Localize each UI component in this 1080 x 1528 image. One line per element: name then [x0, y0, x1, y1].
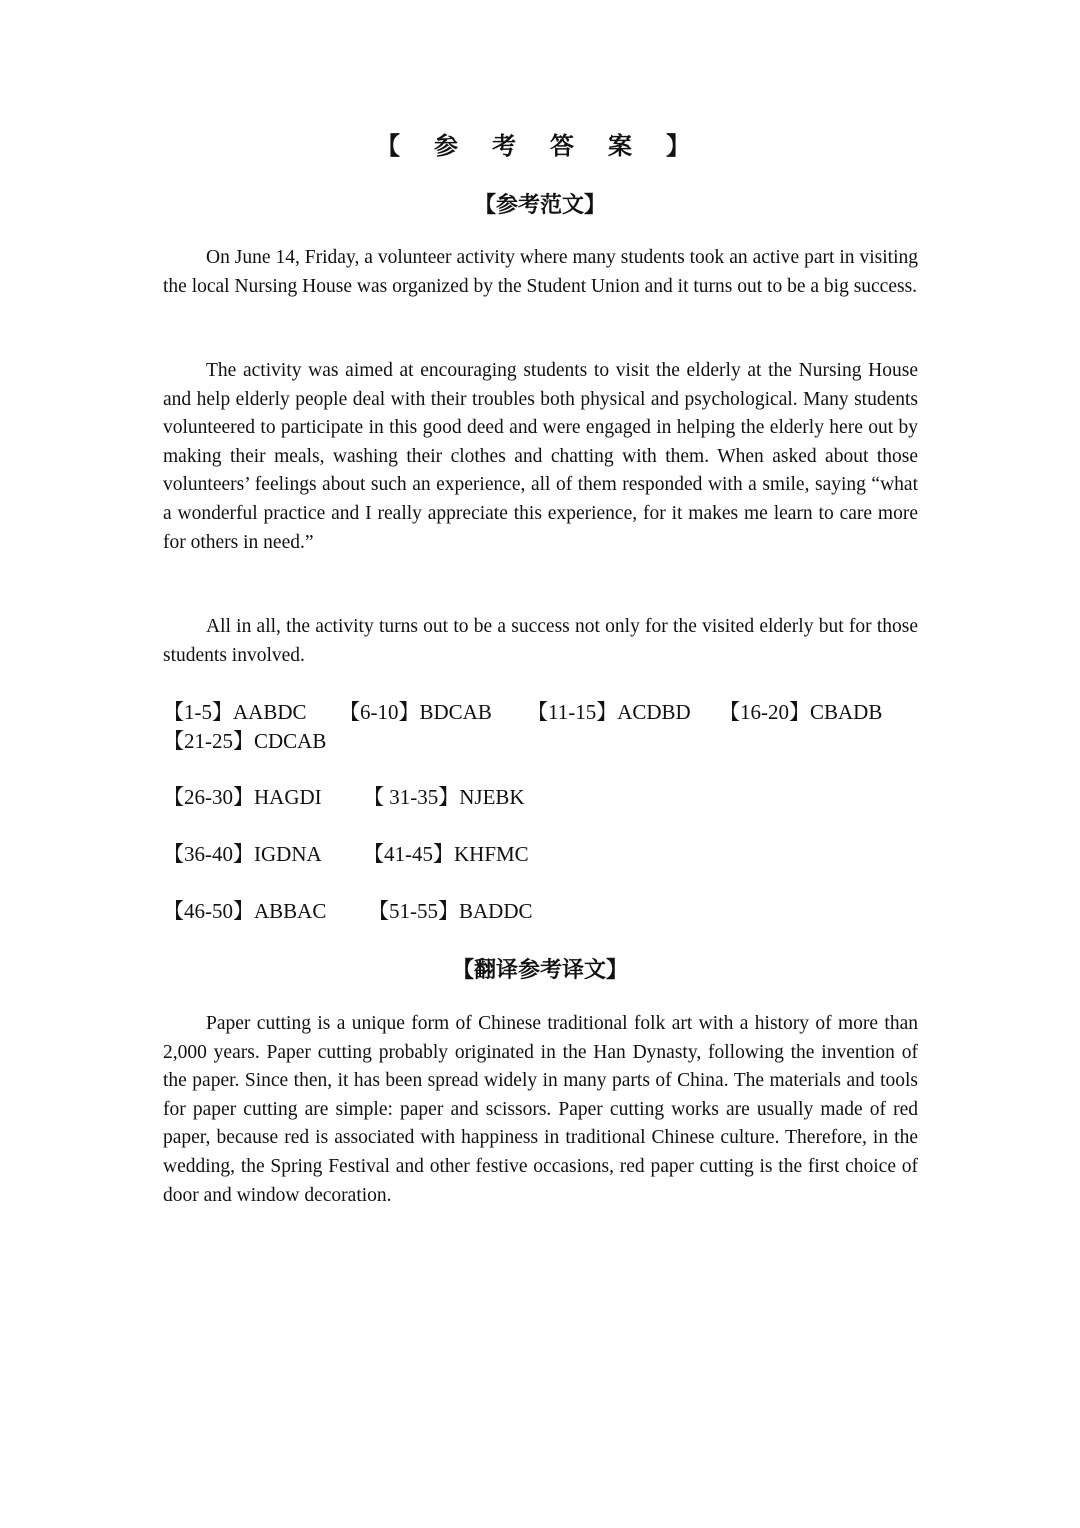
- answer-group: 【1-5】AABDC: [163, 700, 307, 724]
- page-title: 【 参 考 答 案 】: [376, 134, 704, 160]
- answer-group: 【6-10】BDCAB: [339, 700, 492, 724]
- answer-group: 【46-50】ABBAC: [163, 899, 327, 923]
- answer-group: 【11-15】ACDBD: [527, 700, 691, 724]
- translation-paragraph: Paper cutting is a unique form of Chinese traditional folk art with a history of more than 2,000 years. Paper cutting probably originated in the Han Dynasty, following the invention of the paper. Since then, it has been spread widely in many parts of China. The materials and tools for paper cutting are simple: paper and scissors. Paper cutting works are usually made of red paper, because red is associated with happiness in traditional Chinese culture. Therefore, in the wedding, the Spring Festival and other festive occasions, red paper cutting is the first choice of door and window decoration.: [163, 1013, 918, 1206]
- essay-heading: 【参考范文】: [473, 192, 606, 217]
- translation-heading: 【翻译参考译文】: [451, 957, 628, 982]
- essay-paragraph-1: On June 14, Friday, a volunteer activity where many students took an active part in visiting the local Nursing House was organized by the Student Union and it turns out to be a big success.: [163, 247, 918, 297]
- answer-group: 【36-40】IGDNA: [163, 842, 322, 866]
- essay-paragraph-3: All in all, the activity turns out to be a success not only for the visited elderly but for those students involved.: [163, 616, 918, 666]
- answer-group: 【41-45】KHFMC: [363, 842, 529, 866]
- answer-group: 【 31-35】NJEBK: [363, 785, 525, 809]
- answer-group: 【21-25】CDCAB: [163, 729, 327, 753]
- answer-group: 【26-30】HAGDI: [163, 785, 322, 809]
- answer-group: 【16-20】CBADB: [719, 700, 883, 724]
- answer-group: 【51-55】BADDC: [368, 899, 533, 923]
- essay-paragraph-2: The activity was aimed at encouraging students to visit the elderly at the Nursing House and help elderly people deal with their troubles both physical and psychological. Many students volunteered to participate in this good deed and were engaged in helping the elderly here out by making their meals, washing their clothes and chatting with them. When asked about those volunteers’ feelings about such an experience, all of them responded with a smile, saying “what a wonderful practice and I really appreciate this experience, for it makes me learn to care more for others in need.”: [163, 360, 918, 553]
